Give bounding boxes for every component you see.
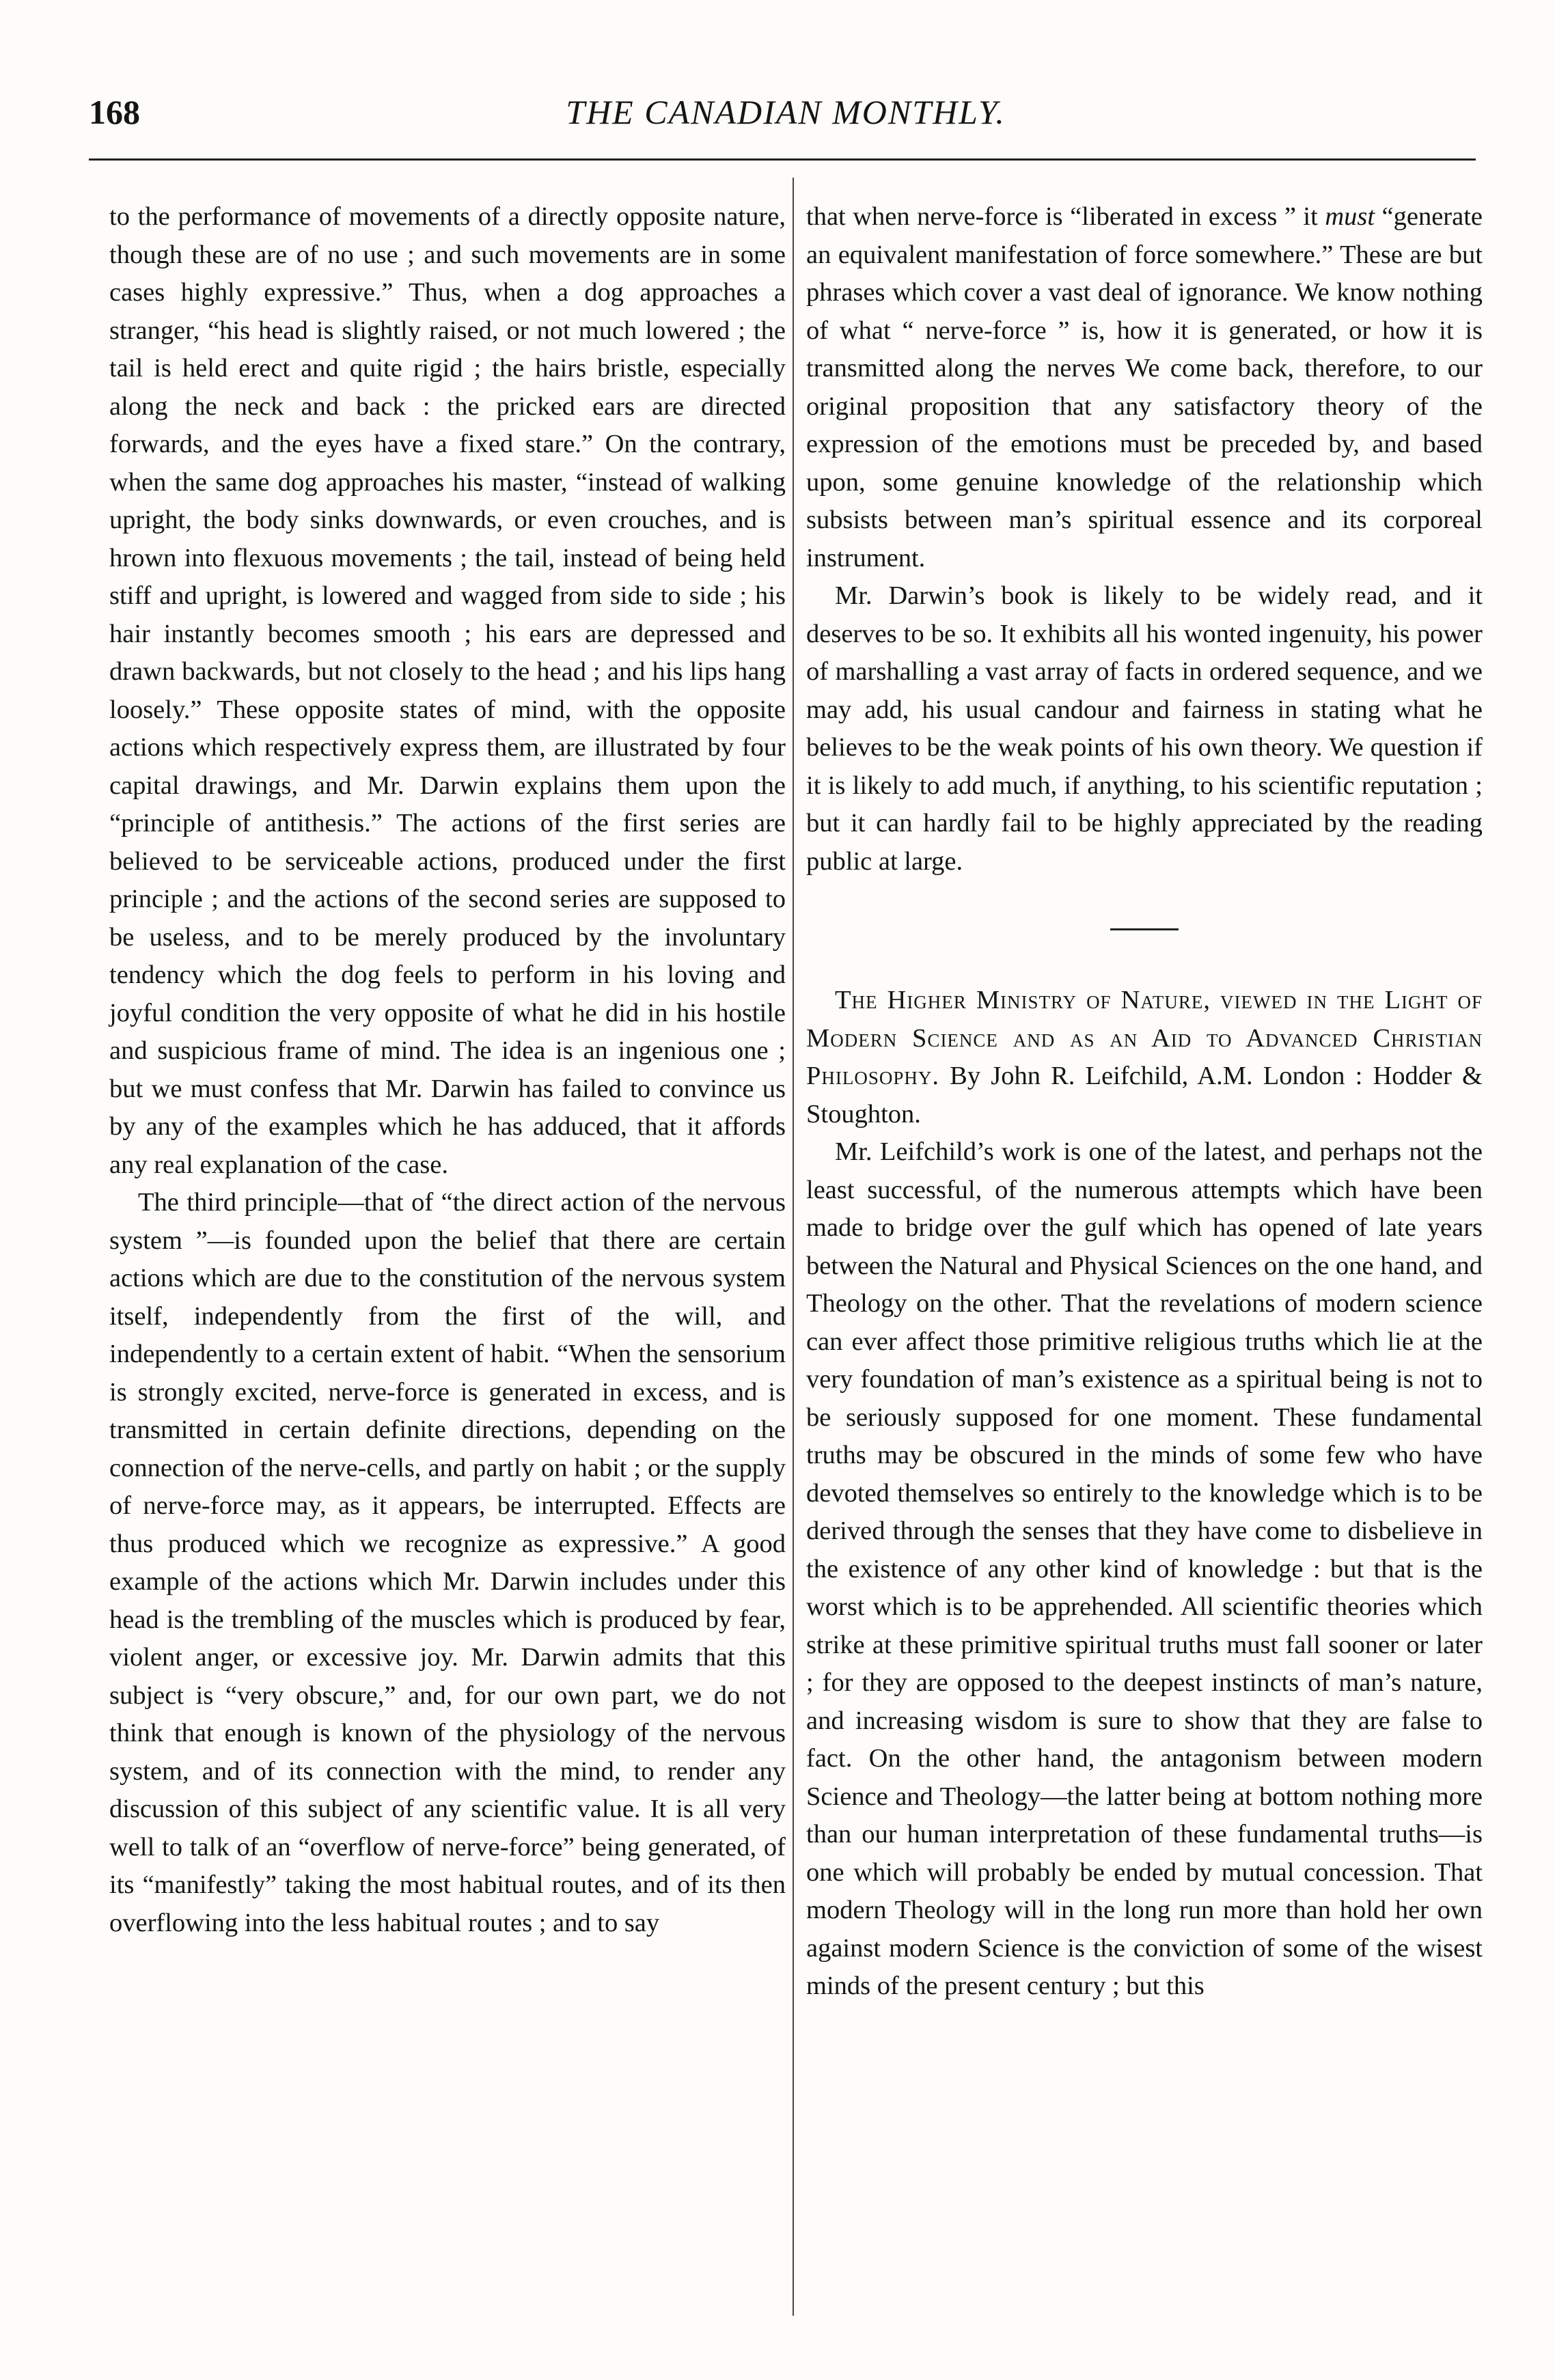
page-header [82, 92, 1489, 140]
left-paragraph-2: The third principle—that of “the direct action of the nervous system ”—is founded upon the belief that there are certain actions which are due to the constitution of the nervous system itself, independently from the first of the will, and independently to a certain extent of habit. “When the sensorium is strongly excited, nerve-force is generated in excess, and is transmitted in certain definite directions, depending on the connection of the nerve-cells, and partly on habit ; or the supply of nerve-force may, as it appears, be interrupted. Effects are thus produced which we recognize as expressive.” A good example of the actions which Mr. Darwin includes under this head is the trembling of the muscles which is produced by fear, violent anger, or excessive joy. Mr. Darwin admits that this subject is “very obscure,” and, for our own part, we do not think that enough is known of the physiology of the nervous system, and of its connection with the mind, to render any discussion of this subject of any scientific value. It is all very well to talk of an “overflow of nerve-force” being generated, of its “manifestly” taking the most habitual routes, and of its then overflowing into the less habitual routes ; and to say [109, 1188, 786, 1937]
section-separator [1110, 928, 1179, 930]
right-paragraph-2: Mr. Darwin’s book is likely to be widely read, and it deserves to be so. It exhibits all his wonted ingenuity, his power of marshalling a vast array of facts in ordered sequence, and we may add, his usual candour and fairness in stating what he believes to be the weak points of his own theory. We question if it is likely to add much, if anything, to his scientific reputation ; but it can hardly fail to be highly appreciated by the reading public at large. [806, 581, 1483, 876]
header-rule [89, 158, 1476, 161]
review-heading [806, 982, 1483, 1133]
column-divider [793, 178, 794, 2316]
emphasis-must: must [1325, 202, 1375, 231]
right-paragraph-3: Mr. Leifchild’s work is one of the latest, and perhaps not the least successful, of the numerous attempts which have been made to bridge over the gulf which has opened of late years between the Natural and Physical Sciences on the one hand, and Theology on the other. That the revelations of modern science can ever affect those primitive religious truths which lie at the very foundation of man’s existence as a spiritual being is not to be seriously supposed for one moment. These fundamental truths may be obscured in the minds of some few who have devoted themselves so entirely to the knowledge which is to be derived through the senses that they have come to disbelieve in the existence of any other kind of knowledge : but that is the worst which is to be apprehended. All scientific theories which strike at these primitive spiritual truths must fall sooner or later ; for they are opposed to the deepest instincts of man’s nature, and increasing wisdom is sure to show that they are false to fact. On the other hand, the antagonism between modern Science and Theology—the latter being at bottom nothing more than our human interpretation of these fundamental truths—is one which will probably be ended by mutual concession. That modern Theology will in the long run more than hold her own against modern Science is the conviction of some of the wisest minds of the present century ; but this [806, 1137, 1483, 2000]
running-title: THE CANADIAN MONTHLY. [566, 93, 1006, 131]
review-title: The Higher Ministry of Nature, viewed in the Light of Modern Science and as an Aid to Advanced Christian Philosophy. [806, 986, 1483, 1090]
right-column [806, 198, 1483, 2329]
right-paragraph-1 [806, 198, 1483, 577]
left-paragraph-1: to the performance of movements of a directly opposite nature, though these are of no use ; and such movements are in some cases highly expressive.” Thus, when a dog approaches a stranger, “his head is slightly raised, or not much lowered ; the tail is held erect and quite rigid ; the hairs bristle, especially along the neck and back : the pricked ears are directed forwards, and the eyes have a fixed stare.” On the contrary, when the same dog approaches his master, “instead of walking upright, the body sinks downwards, or even crouches, and is hrown into flexuous movements ; the tail, instead of being held stiff and upright, is lowered and wagged from side to side ; his hair instantly becomes smooth ; his ears are depressed and drawn backwards, but not closely to the head ; and his lips hang loosely.” These opposite states of mind, with the opposite actions which respectively express them, are illustrated by four capital drawings, and Mr. Darwin explains them upon the “principle of antithesis.” The actions of the first series are believed to be serviceable actions, produced under the first principle ; and the actions of the second series are supposed to be useless, and to be merely produced by the involuntary tendency which the dog feels to perform in his loving and joyful condition the very opposite of what he did in his hostile and suspicious frame of mind. The idea is an ingenious one ; but we must confess that Mr. Darwin has failed to convince us by any of the examples which he has adduced, that it affords any real explanation of the case. [109, 202, 786, 1179]
review-author-publisher: By John R. Leifchild, A.M. London : Hodder & Stoughton. [806, 1062, 1483, 1129]
page-number: 168 [89, 93, 140, 131]
right-paragraph-1-end: “generate an equivalent manifestation of force somewhere.” These are but phrases which cover a vast deal of ignorance. We know nothing of what “ nerve-force ” is, how it is generated, or how it is transmitted along the nerves We come back, therefore, to our original proposition that any satisfactory theory of the expression of the emotions must be preceded by, and based upon, some genuine knowledge of the relationship which subsists between man’s spiritual essence and its corporeal instrument. [806, 202, 1483, 572]
left-column [109, 198, 786, 2329]
right-paragraph-1-start: that when nerve-force is “liberated in excess ” it [806, 202, 1325, 231]
